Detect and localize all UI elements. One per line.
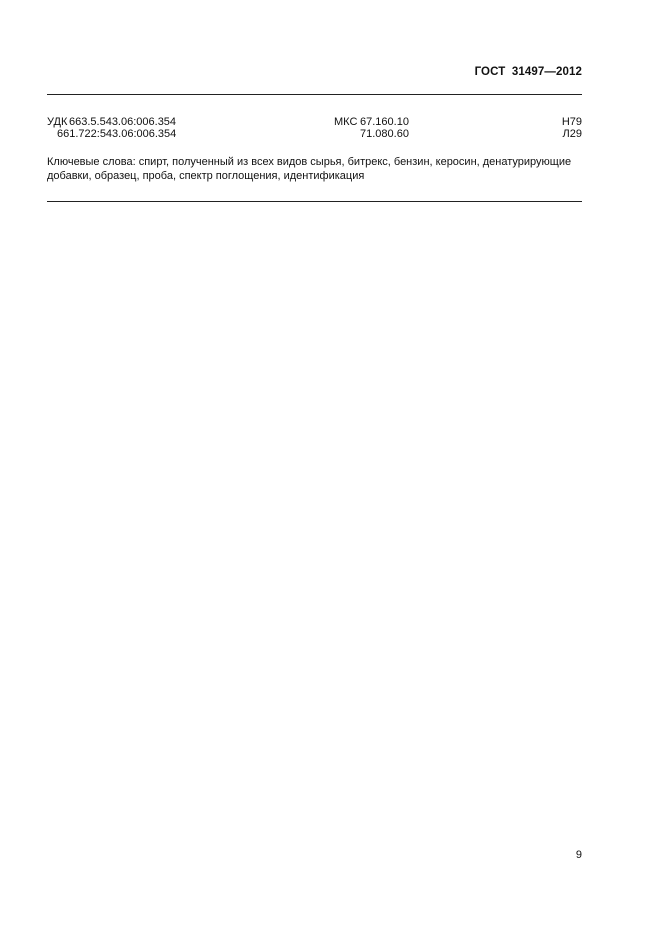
okstu-code-2: Л29 (562, 128, 582, 140)
bottom-rule (47, 201, 582, 202)
keywords-paragraph: Ключевые слова: спирт, полученный из всех видов сырья, битрекс, бензин, керосин, денатурирующие добавки, образец, проба, спектр поглощения, идентификация (47, 156, 572, 182)
mks-value-2: 71.080.60 (360, 128, 409, 140)
mks-value-1: 67.160.10 (360, 116, 409, 128)
standard-code: ГОСТ 31497—2012 (474, 66, 582, 78)
udk-label: УДК (47, 116, 68, 128)
udk-value-2: 661.722:543.06:006.354 (57, 128, 177, 140)
page-number: 9 (575, 849, 582, 861)
top-rule (47, 94, 582, 95)
mks-label: МКС (334, 116, 358, 128)
udk-value-1: 663.5.543.06:006.354 (69, 116, 177, 128)
okstu-code-1: Н79 (561, 116, 582, 128)
